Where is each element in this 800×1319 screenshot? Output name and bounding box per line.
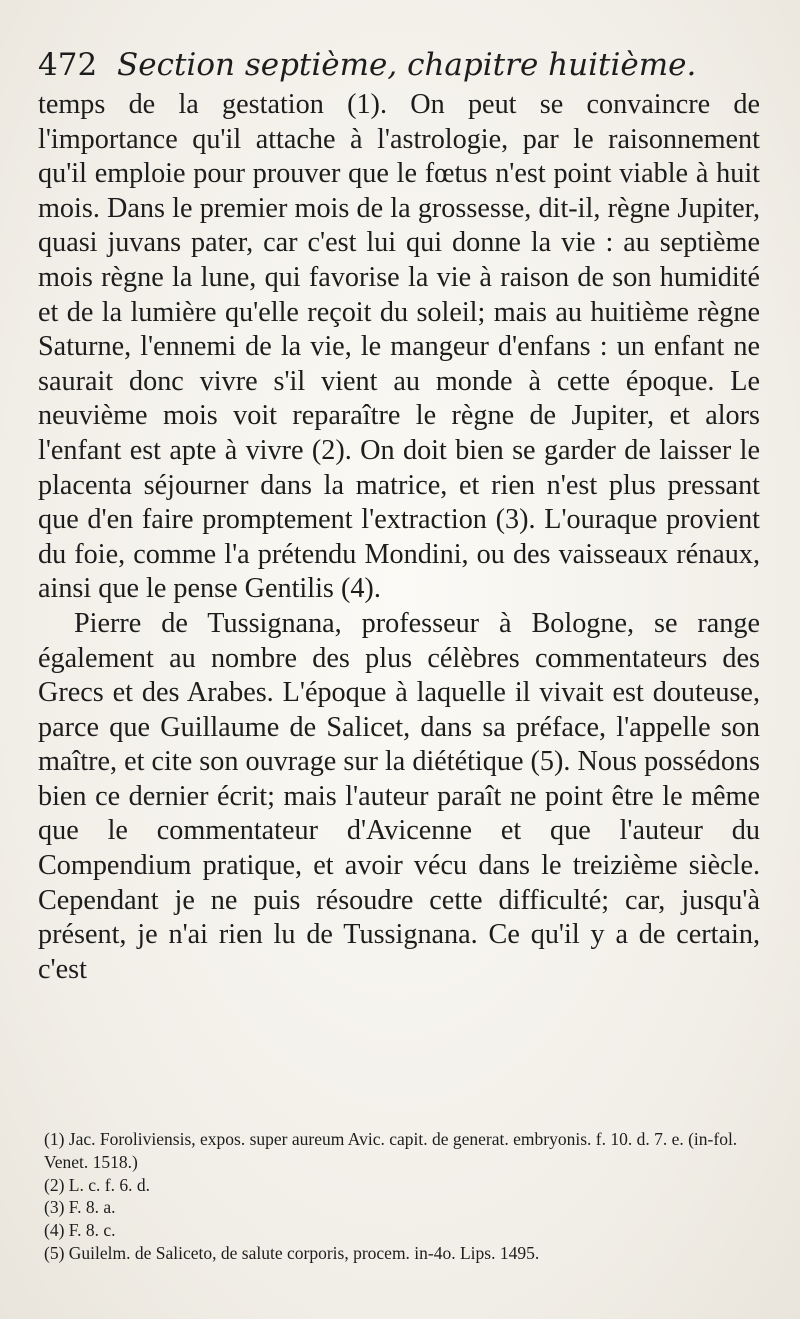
footnote-1: (1) Jac. Foroliviensis, expos. super aureum Avic. capit. de generat. embryonis. f. 10. d. 7. e. (in-fol. Venet. 1518.) (44, 1129, 738, 1172)
main-text (38, 88, 760, 987)
footnote-2: (2) L. c. f. 6. d. (44, 1174, 150, 1195)
footnotes (44, 1128, 764, 1265)
footnote-4: (4) F. 8. c. (44, 1220, 116, 1241)
paragraph-2: Pierre de Tussignana, professeur à Bologne, se range également au nombre des plus célèbres commentateurs des Grecs et des Arabes. L'époque à laquelle il vivait est douteuse, parce que Guillaume de Salicet, dans sa préface, l'appelle son maître, et cite son ouvrage sur la diététique (5). Nous possédons bien ce dernier écrit; mais l'auteur paraît ne point être le même que le commentateur d'Avicenne et que l'auteur du Compendium pratique, et avoir vécu dans le treizième siècle. Cependant je ne puis résoudre cette difficulté; car, jusqu'à présent, je n'ai rien lu de Tussignana. Ce qu'il y a de certain, c'est (38, 607, 760, 985)
footnote-3: (3) F. 8. a. (44, 1197, 116, 1218)
footnote-5: (5) Guilelm. de Saliceto, de salute corporis, procem. in-4o. Lips. 1495. (44, 1242, 540, 1263)
running-title: Section septième, chapitre huitième. (117, 47, 697, 83)
paragraph-1: temps de la gestation (1). On peut se convaincre de l'importance qu'il attache à l'astrologie, par le raisonnement qu'il emploie pour prouver que le fœtus n'est point viable à huit mois. Dans le premier mois de la grossesse, dit-il, règne Jupiter, quasi juvans pater, car c'est lui qui donne la vie : au septième mois règne la lune, qui favorise la vie à raison de son humidité et de la lumière qu'elle reçoit du soleil; mais au huitième règne Saturne, l'ennemi de la vie, le mangeur d'enfans : un enfant ne saurait donc vivre s'il vient au monde à cette époque. Le neuvième mois voit reparaître le règne de Jupiter, et alors l'enfant est apte à vivre (2). On doit bien se garder de laisser le placenta séjourner dans la matrice, et rien n'est plus pressant que d'en faire promptement l'extraction (3). L'ouraque provient du foie, comme l'a prétendu Mondini, ou des vaisseaux rénaux, ainsi que le pense Gentilis (4). (38, 89, 760, 605)
page-number: 472 (38, 47, 98, 83)
running-header (38, 46, 758, 84)
